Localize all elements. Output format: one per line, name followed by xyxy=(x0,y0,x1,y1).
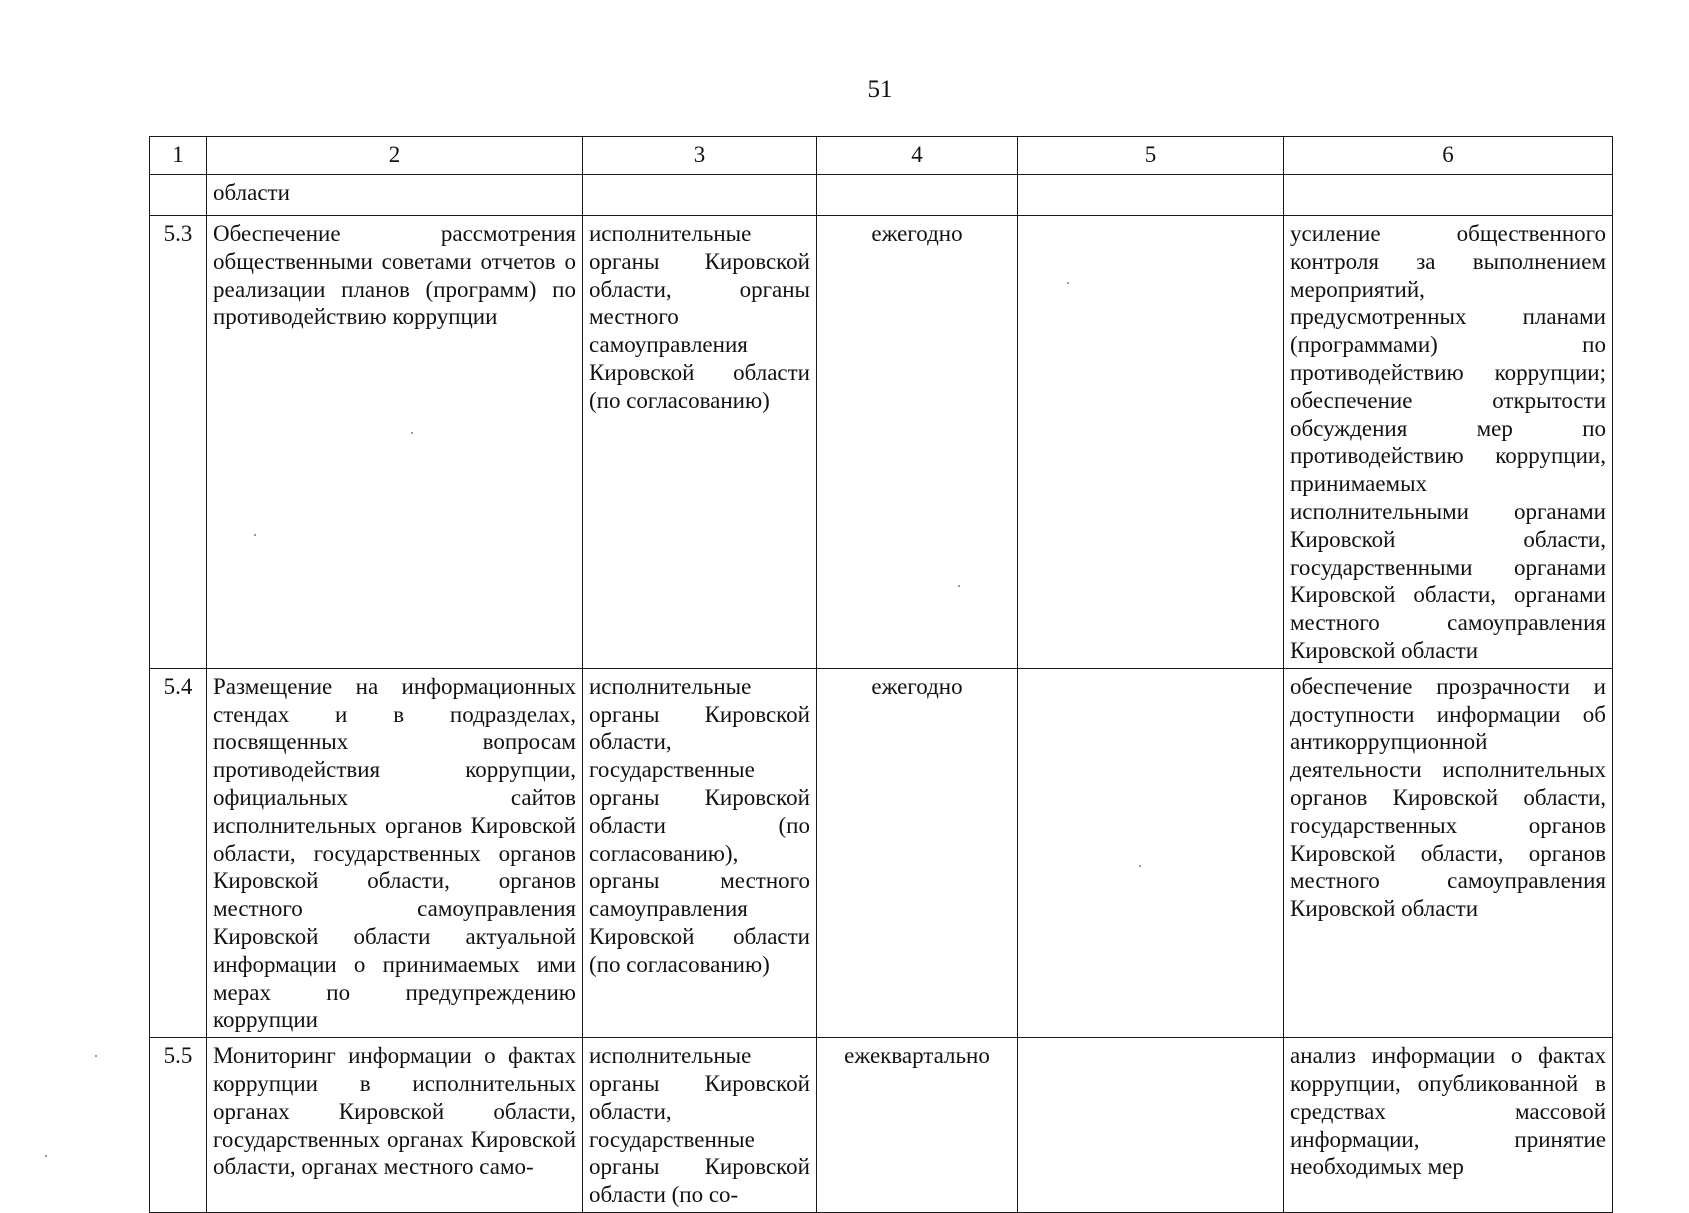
column-5-cell xyxy=(1018,216,1284,669)
result-cell: анализ информации о фактах коррупции, опубликованной в средствах массовой информации, принятие необходимых мер xyxy=(1284,1038,1613,1213)
table-row xyxy=(150,668,1613,1037)
term-cell: ежеквартально xyxy=(817,1038,1018,1213)
measures-table xyxy=(149,136,1613,1213)
header-cell: 2 xyxy=(207,137,583,175)
scan-speck xyxy=(411,432,413,434)
measure-cell: области xyxy=(207,175,583,216)
measure-cell: Размещение на информационных стендах и в подразделах, посвященных вопросам противодействия коррупции, официальных сайтов исполнительных органов Кировской области, государственных органов Кировской области, органов местного самоуправления Кировской области актуальной информации о принимаемых ими мерах по предупреждению коррупции xyxy=(207,668,583,1037)
scan-speck xyxy=(95,1055,97,1057)
result-cell xyxy=(1284,175,1613,216)
executors-cell: исполнительные органы Кировской области, органы местного самоуправления Кировской области (по согласованию) xyxy=(583,216,817,669)
result-cell: обеспечение прозрачности и доступности информации об антикоррупционной деятельности исполнительных органов Кировской области, государственных органов Кировской области, органов местного самоуправления Кировской области xyxy=(1284,668,1613,1037)
item-number-cell: 5.4 xyxy=(150,668,207,1037)
table-row xyxy=(150,175,1613,216)
term-cell xyxy=(817,175,1018,216)
column-5-cell xyxy=(1018,1038,1284,1213)
item-number-cell: 5.3 xyxy=(150,216,207,669)
result-cell: усиление общественного контроля за выполнением мероприятий, предусмотренных планами (программами) по противодействию коррупции; обеспечение открытости обсуждения мер по противодействию коррупции, принимаемых исполнительными органами Кировской области, государственными органами Кировской области, органами местного самоуправления Кировской области xyxy=(1284,216,1613,669)
scan-speck xyxy=(254,534,256,536)
scan-speck xyxy=(958,585,960,587)
executors-cell: исполнительные органы Кировской области, государственные органы Кировской области (по со- xyxy=(583,1038,817,1213)
header-cell: 6 xyxy=(1284,137,1613,175)
term-cell: ежегодно xyxy=(817,668,1018,1037)
scan-speck xyxy=(1067,282,1069,284)
executors-cell: исполнительные органы Кировской области, государственные органы Кировской области (по согласованию), органы местного самоуправления Кировской области (по согласованию) xyxy=(583,668,817,1037)
scan-speck xyxy=(1139,865,1141,867)
measure-cell: Обеспечение рассмотрения общественными советами отчетов о реализации планов (программ) по противодействию коррупции xyxy=(207,216,583,669)
term-cell: ежегодно xyxy=(817,216,1018,669)
page-number: 51 xyxy=(867,76,893,103)
scan-speck xyxy=(45,1155,47,1157)
column-5-cell xyxy=(1018,668,1284,1037)
header-cell: 1 xyxy=(150,137,207,175)
executors-cell xyxy=(583,175,817,216)
header-cell: 5 xyxy=(1018,137,1284,175)
item-number-cell: 5.5 xyxy=(150,1038,207,1213)
item-number-cell xyxy=(150,175,207,216)
table-header-row xyxy=(150,137,1613,175)
measure-cell: Мониторинг информации о фактах коррупции в исполнительных органах Кировской области, государственных органах Кировской области, органах местного само- xyxy=(207,1038,583,1213)
header-cell: 3 xyxy=(583,137,817,175)
table-row xyxy=(150,1038,1613,1213)
column-5-cell xyxy=(1018,175,1284,216)
table-row xyxy=(150,216,1613,669)
header-cell: 4 xyxy=(817,137,1018,175)
